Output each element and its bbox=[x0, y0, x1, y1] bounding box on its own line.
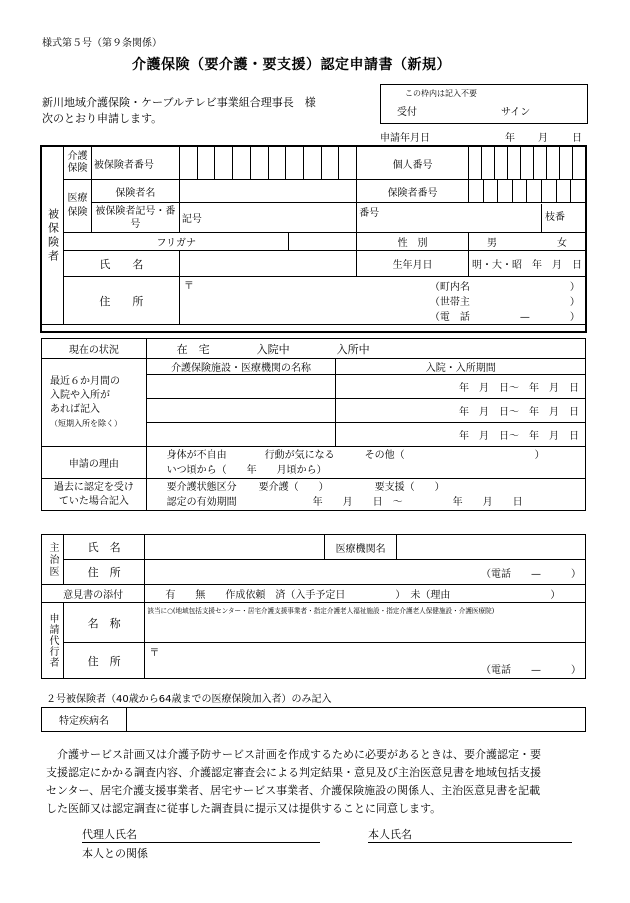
edaban-label: 枝番 bbox=[541, 204, 585, 232]
past-field[interactable] bbox=[146, 479, 585, 511]
past-care-level[interactable]: 要介護（ ） bbox=[258, 481, 329, 493]
postal-mark: 〒 bbox=[183, 281, 194, 292]
reason-since[interactable]: いつ頃から（ 年 月頃から） bbox=[166, 464, 327, 476]
consent-line-3: センター、居宅介護支援事業者、居宅サービス事業者、介護保険施設の関係人、主治医意見書を記載 bbox=[46, 784, 541, 797]
period-row-3[interactable]: 年 月 日〜 年 月 日 bbox=[336, 423, 586, 447]
reason-other-close: ） bbox=[534, 449, 545, 461]
reason-field[interactable] bbox=[146, 447, 585, 479]
kaigo-label: 介護保険 bbox=[63, 147, 91, 180]
page-title: 介護保険（要介護・要支援）認定申請書（新規） bbox=[132, 57, 451, 73]
furigana-label: フリガナ bbox=[63, 233, 288, 251]
insurer-name-label: 保険者名 bbox=[91, 180, 179, 203]
householder-field: （世帯主 ） bbox=[429, 297, 580, 308]
consent-line-1: 介護サービス計画又は介護予防サービス計画を作成するために必要があるときは、要介護認定・要 bbox=[46, 748, 541, 761]
addressee: 新川地域介護保険・ケーブルテレビ事業組合理事長 様 bbox=[42, 96, 316, 109]
office-use-box bbox=[380, 84, 588, 124]
past-support-level[interactable]: 要支援（ ） bbox=[374, 481, 445, 493]
gender-label: 性 別 bbox=[357, 233, 469, 251]
doctor-address-label: 住 所 bbox=[63, 560, 144, 585]
status-hospital[interactable]: 入院中 bbox=[256, 342, 290, 356]
personal-number-label: 個人番号 bbox=[357, 147, 469, 180]
hospital-label-line2: 入院や入所が bbox=[50, 389, 110, 401]
opinion-value[interactable]: 有 無 作成依頼 済（入手予定日 ） 未（理由 ） bbox=[145, 585, 586, 603]
doctor-institution-field[interactable] bbox=[397, 535, 586, 560]
insurer-name-field[interactable] bbox=[179, 180, 356, 203]
kigo-field[interactable] bbox=[179, 203, 356, 233]
birth-label: 生年月日 bbox=[357, 251, 469, 277]
agent-address-field[interactable] bbox=[145, 643, 586, 679]
reason-label: 申請の理由 bbox=[42, 447, 147, 479]
doctor-address-field[interactable] bbox=[145, 560, 586, 585]
request-line: 次のとおり申請します。 bbox=[42, 112, 163, 125]
period-row-2[interactable]: 年 月 日〜 年 月 日 bbox=[336, 399, 586, 423]
agent-name-field[interactable] bbox=[145, 603, 586, 643]
doctor-phone: （電話 — ） bbox=[481, 568, 581, 580]
kaigo-number-boxes[interactable] bbox=[179, 147, 356, 180]
relation-label: 本人との関係 bbox=[82, 847, 148, 860]
consent-line-2: 支援認定にかかる調査内容、介護認定審査会による判定結果・意見及び主治医意見書を地域包括支援 bbox=[46, 766, 541, 779]
agent-address-label: 住 所 bbox=[63, 643, 144, 679]
doctor-agent-table bbox=[41, 534, 586, 679]
facility-field-3[interactable] bbox=[146, 423, 336, 447]
opinion-label: 意見書の添付 bbox=[42, 585, 145, 603]
application-date-day: 日 bbox=[572, 133, 582, 144]
office-note: この枠内は記入不要 bbox=[405, 89, 477, 98]
reason-body[interactable]: 身体が不自由 bbox=[166, 449, 227, 461]
reason-other[interactable]: その他（ bbox=[364, 449, 405, 461]
insurer-number-label: 保険者番号 bbox=[357, 180, 469, 203]
agent-phone: （電話 — ） bbox=[481, 665, 581, 676]
application-date-year: 年 bbox=[505, 133, 515, 144]
past-label-line1: 過去に認定を受け bbox=[53, 481, 134, 493]
name-label: 氏 名 bbox=[63, 251, 179, 277]
past-label-line2: ていた場合記入 bbox=[58, 495, 129, 507]
period-header: 入院・入所期間 bbox=[336, 359, 586, 375]
birth-value[interactable]: 明・大・昭 年 月 日 bbox=[468, 251, 585, 277]
kaigo-number-label: 被保険者番号 bbox=[91, 147, 179, 180]
past-level-label: 要介護状態区分 bbox=[166, 481, 237, 493]
status-facility[interactable]: 入所中 bbox=[336, 342, 370, 356]
facility-field-2[interactable] bbox=[146, 399, 336, 423]
application-date-label: 申請年月日 bbox=[380, 133, 430, 144]
furigana-field[interactable] bbox=[289, 233, 357, 251]
agent-name-label: 名 称 bbox=[63, 603, 144, 643]
facility-header: 介護保険施設・医療機関の名称 bbox=[146, 359, 336, 375]
status-home[interactable]: 在 宅 bbox=[176, 342, 210, 356]
form-number: 様式第５号（第９条関係） bbox=[42, 38, 162, 49]
town-field: （町内名 ） bbox=[429, 282, 580, 293]
hospital-label-note: （短期入所を除く） bbox=[50, 418, 122, 428]
insured-table bbox=[41, 146, 586, 325]
insurer-number-boxes[interactable] bbox=[468, 180, 585, 203]
phone-field: （電 話 — ） bbox=[429, 312, 580, 323]
agent-side-label: 申請代行者 bbox=[42, 603, 64, 679]
hospital-label-line1: 最近６か月間の bbox=[50, 375, 120, 387]
bango-field[interactable] bbox=[357, 203, 586, 233]
hospital-label-line3: あれば記入 bbox=[50, 403, 100, 415]
status-table bbox=[41, 338, 586, 511]
consent-text bbox=[46, 746, 541, 818]
doctor-side-label: 主治医 bbox=[42, 535, 64, 585]
address-label: 住 所 bbox=[63, 277, 179, 325]
status-label: 現在の状況 bbox=[42, 339, 147, 359]
gender-options[interactable]: 男 女 bbox=[468, 233, 585, 251]
self-signature-label: 本人氏名 bbox=[368, 828, 412, 841]
doctor-institution-label: 医療機関名 bbox=[325, 535, 397, 560]
disease-label: 特定疾病名 bbox=[42, 708, 127, 732]
past-period-value[interactable]: 年 月 日 〜 年 月 日 bbox=[312, 496, 523, 508]
doctor-name-label: 氏 名 bbox=[63, 535, 144, 560]
period-row-1[interactable]: 年 月 日〜 年 月 日 bbox=[336, 375, 586, 399]
hospital-label bbox=[42, 359, 147, 447]
personal-number-boxes[interactable] bbox=[468, 147, 585, 180]
second-insured-heading: ２号被保険者（40歳から64歳までの医療保険加入者）のみ記入 bbox=[46, 694, 332, 705]
self-signature-field[interactable] bbox=[368, 826, 572, 843]
past-period-label: 認定の有効期間 bbox=[166, 496, 237, 508]
iryo-label: 医療保険 bbox=[63, 180, 91, 233]
status-options[interactable] bbox=[146, 339, 585, 359]
address-field[interactable] bbox=[179, 277, 585, 325]
insured-side-label: 被保険者 bbox=[42, 147, 64, 325]
sign-label: サイン bbox=[501, 107, 531, 118]
agent-signature-field[interactable] bbox=[82, 826, 320, 843]
received-label: 受付 bbox=[397, 107, 417, 118]
facility-field-1[interactable] bbox=[146, 375, 336, 399]
agent-postal-mark: 〒 bbox=[149, 648, 160, 659]
name-field[interactable] bbox=[179, 251, 356, 277]
agent-name-note: 該当に○(地域包括支援センター・居宅介護支援事業者・指定介護老人福祉施設・指定介護老人保健施設・介護医療院) bbox=[147, 607, 495, 615]
past-label bbox=[42, 479, 147, 511]
application-date-month: 月 bbox=[538, 133, 548, 144]
kigo-label: 記号 bbox=[181, 214, 202, 225]
reason-behavior[interactable]: 行動が気になる bbox=[264, 449, 335, 461]
disease-table bbox=[41, 707, 586, 732]
agent-signature-label: 代理人氏名 bbox=[82, 828, 137, 841]
disease-field[interactable] bbox=[126, 708, 585, 732]
consent-line-4: した医師又は認定調査に従事した調査員に提示又は提供することに同意します。 bbox=[46, 802, 442, 815]
doctor-name-field[interactable] bbox=[145, 535, 325, 560]
bango-label: 番号 bbox=[359, 207, 380, 219]
symbol-number-label: 被保険者記号・番号 bbox=[91, 203, 179, 233]
